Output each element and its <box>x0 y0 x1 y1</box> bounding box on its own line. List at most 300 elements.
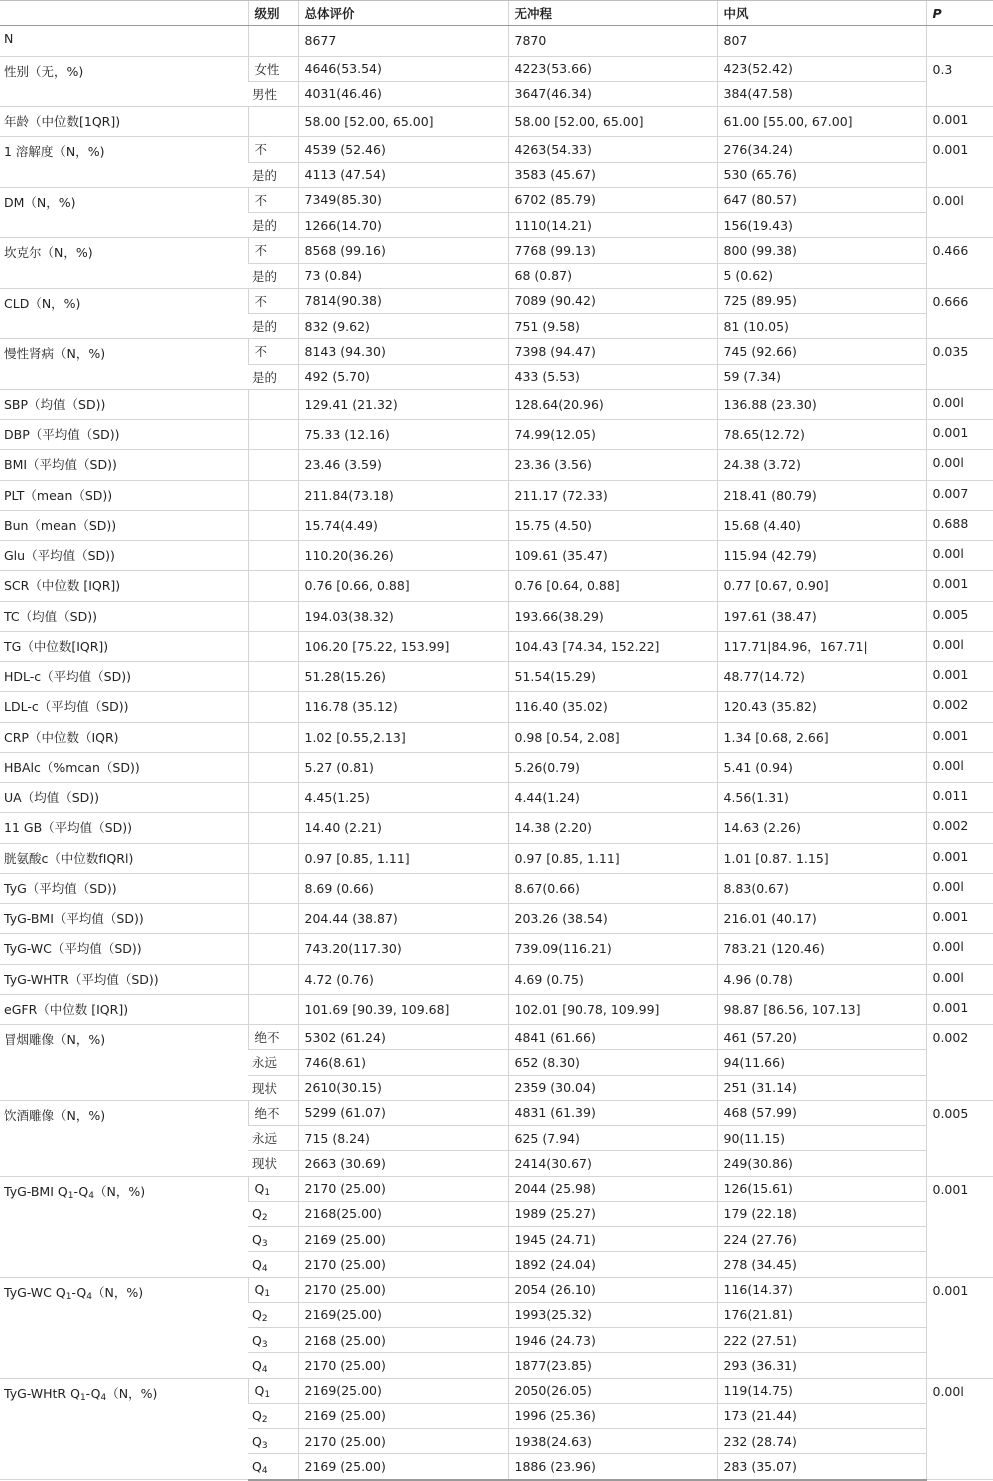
level-cell <box>248 631 298 661</box>
variable-cell: HDL-c（平均值（SD)) <box>0 662 248 692</box>
overall-cell: 5.27 (0.81) <box>298 752 508 782</box>
stroke-cell: 293 (36.31) <box>717 1353 926 1378</box>
level-cell <box>248 722 298 752</box>
overall-cell: 129.41 (21.32) <box>298 389 508 419</box>
p-value-cell: 0.001 <box>926 904 993 934</box>
p-value-cell: 0.005 <box>926 1100 993 1176</box>
table-row <box>0 26 993 56</box>
p-value-cell: 0.00l <box>926 187 993 238</box>
stroke-cell: 116(14.37) <box>717 1277 926 1302</box>
no-stroke-cell: 0.76 [0.64, 0.88] <box>508 571 717 601</box>
stroke-cell: 1.34 [0.68, 2.66] <box>717 722 926 752</box>
level-cell: 永远 <box>248 1050 298 1075</box>
variable-cell: 慢性肾病（N，%) <box>0 339 248 390</box>
stroke-cell: 384(47.58) <box>717 81 926 106</box>
stroke-cell: 61.00 [55.00, 67.00] <box>717 107 926 137</box>
table-row <box>0 662 993 692</box>
variable-cell: BMI（平均值（SD)) <box>0 450 248 480</box>
variable-cell: TyG（平均值（SD)) <box>0 873 248 903</box>
table-row <box>0 238 993 263</box>
overall-cell: 204.44 (38.87) <box>298 904 508 934</box>
level-cell: 是的 <box>248 213 298 238</box>
p-value-cell: 0.00l <box>926 752 993 782</box>
no-stroke-cell: 104.43 [74.34, 152.22] <box>508 631 717 661</box>
no-stroke-cell: 7768 (99.13) <box>508 238 717 263</box>
stroke-cell: 647 (80.57) <box>717 187 926 212</box>
variable-cell: eGFR（中位数 [IQR]) <box>0 994 248 1024</box>
variable-cell: 饮酒雕像（N，%) <box>0 1100 248 1176</box>
overall-cell: 8568 (99.16) <box>298 238 508 263</box>
p-value-cell: 0.001 <box>926 843 993 873</box>
overall-cell: 2610(30.15) <box>298 1075 508 1100</box>
level-cell: 是的 <box>248 263 298 288</box>
table-header-row <box>0 1 993 26</box>
variable-cell: 11 GB（平均值（SD)) <box>0 813 248 843</box>
table-row <box>0 722 993 752</box>
overall-cell: 2168 (25.00) <box>298 1328 508 1353</box>
no-stroke-cell: 4831 (61.39) <box>508 1100 717 1125</box>
no-stroke-cell: 652 (8.30) <box>508 1050 717 1075</box>
p-value-cell: 0.00l <box>926 964 993 994</box>
variable-cell: Glu（平均值（SD)) <box>0 541 248 571</box>
level-cell <box>248 843 298 873</box>
no-stroke-cell: 7870 <box>508 26 717 56</box>
stroke-cell: 218.41 (80.79) <box>717 480 926 510</box>
no-stroke-cell: 4263(54.33) <box>508 137 717 162</box>
no-stroke-cell: 7398 (94.47) <box>508 339 717 364</box>
level-cell <box>248 934 298 964</box>
no-stroke-cell: 2414(30.67) <box>508 1151 717 1176</box>
p-value-cell: 0.466 <box>926 238 993 289</box>
variable-cell: CLD（N，%) <box>0 288 248 339</box>
variable-cell: SCR（中位数 [IQR]) <box>0 571 248 601</box>
stroke-cell: 14.63 (2.26) <box>717 813 926 843</box>
level-cell <box>248 964 298 994</box>
no-stroke-cell: 211.17 (72.33) <box>508 480 717 510</box>
stroke-cell: 783.21 (120.46) <box>717 934 926 964</box>
table-row <box>0 964 993 994</box>
p-value-cell: 0.00l <box>926 631 993 661</box>
overall-cell: 23.46 (3.59) <box>298 450 508 480</box>
level-cell <box>248 662 298 692</box>
p-value-cell: 0.00l <box>926 873 993 903</box>
overall-cell: 8677 <box>298 26 508 56</box>
stroke-cell: 276(34.24) <box>717 137 926 162</box>
stroke-cell: 115.94 (42.79) <box>717 541 926 571</box>
no-stroke-cell: 102.01 [90.78, 109.99] <box>508 994 717 1024</box>
variable-cell: LDL-c（平均值（SD)) <box>0 692 248 722</box>
stroke-cell: 24.38 (3.72) <box>717 450 926 480</box>
no-stroke-cell: 116.40 (35.02) <box>508 692 717 722</box>
variable-cell: UA（均值（SD)) <box>0 783 248 813</box>
stroke-cell: 136.88 (23.30) <box>717 389 926 419</box>
overall-cell: 110.20(36.26) <box>298 541 508 571</box>
level-cell: $Q_1$ <box>248 1277 298 1302</box>
level-cell <box>248 813 298 843</box>
p-value-cell <box>926 26 993 56</box>
no-stroke-cell: 1886 (23.96) <box>508 1454 717 1480</box>
table-row <box>0 450 993 480</box>
no-stroke-cell: 2054 (26.10) <box>508 1277 717 1302</box>
variable-cell: HBAlc（%mcan（SD)) <box>0 752 248 782</box>
p-value-cell: 0.001 <box>926 137 993 188</box>
overall-cell: 116.78 (35.12) <box>298 692 508 722</box>
stroke-cell: 278 (34.45) <box>717 1252 926 1277</box>
variable-cell: 性别（无，%) <box>0 56 248 107</box>
stroke-cell: 90(11.15) <box>717 1126 926 1151</box>
level-cell: $Q_2$ <box>248 1403 298 1428</box>
no-stroke-cell: 739.09(116.21) <box>508 934 717 964</box>
table-row <box>0 752 993 782</box>
stroke-cell: 745 (92.66) <box>717 339 926 364</box>
no-stroke-cell: 625 (7.94) <box>508 1126 717 1151</box>
table-row <box>0 541 993 571</box>
level-cell <box>248 26 298 56</box>
stroke-cell: 126(15.61) <box>717 1176 926 1201</box>
no-stroke-cell: 4.44(1.24) <box>508 783 717 813</box>
variable-cell: DM（N，%) <box>0 187 248 238</box>
overall-cell: 4.45(1.25) <box>298 783 508 813</box>
no-stroke-cell: 3647(46.34) <box>508 81 717 106</box>
overall-cell: 4539 (52.46) <box>298 137 508 162</box>
level-cell <box>248 107 298 137</box>
no-stroke-cell: 7089 (90.42) <box>508 288 717 313</box>
overall-cell: 4113 (47.54) <box>298 162 508 187</box>
table-row <box>0 1277 993 1302</box>
stroke-cell: 423(52.42) <box>717 56 926 81</box>
header-level: 级别 <box>248 1 298 26</box>
overall-cell: 15.74(4.49) <box>298 510 508 540</box>
no-stroke-cell: 751 (9.58) <box>508 314 717 339</box>
level-cell: 女性 <box>248 56 298 81</box>
stroke-cell: 59 (7.34) <box>717 364 926 389</box>
level-cell: $Q_3$ <box>248 1328 298 1353</box>
overall-cell: 2168(25.00) <box>298 1201 508 1226</box>
header-overall: 总体评价 <box>298 1 508 26</box>
stroke-cell: 530 (65.76) <box>717 162 926 187</box>
no-stroke-cell: 1996 (25.36) <box>508 1403 717 1428</box>
level-cell: 不 <box>248 238 298 263</box>
level-cell <box>248 510 298 540</box>
stroke-cell: 216.01 (40.17) <box>717 904 926 934</box>
level-cell: $Q_4$ <box>248 1454 298 1480</box>
stroke-cell: 15.68 (4.40) <box>717 510 926 540</box>
level-cell: 现状 <box>248 1151 298 1176</box>
p-value-cell: 0.00l <box>926 1378 993 1480</box>
header-stroke: 中风 <box>717 1 926 26</box>
variable-cell: 年龄（中位数[1QR]) <box>0 107 248 137</box>
overall-cell: 2169 (25.00) <box>298 1454 508 1480</box>
overall-cell: 2169(25.00) <box>298 1302 508 1327</box>
level-cell <box>248 450 298 480</box>
overall-cell: 7349(85.30) <box>298 187 508 212</box>
variable-cell: 1 溶解度（N，%) <box>0 137 248 188</box>
level-cell: 不 <box>248 339 298 364</box>
variable-cell: 冒烟雕像（N，%) <box>0 1025 248 1101</box>
no-stroke-cell: 1946 (24.73) <box>508 1328 717 1353</box>
table-row <box>0 1176 993 1201</box>
p-value-cell: 0.007 <box>926 480 993 510</box>
overall-cell: 5302 (61.24) <box>298 1025 508 1050</box>
stroke-cell: 283 (35.07) <box>717 1454 926 1480</box>
overall-cell: 715 (8.24) <box>298 1126 508 1151</box>
stroke-cell: 800 (99.38) <box>717 238 926 263</box>
stroke-cell: 48.77(14.72) <box>717 662 926 692</box>
p-value-cell: 0.00l <box>926 389 993 419</box>
p-value-cell: 0.00l <box>926 541 993 571</box>
overall-cell: 492 (5.70) <box>298 364 508 389</box>
table-body <box>0 26 993 1480</box>
p-value-cell: 0.002 <box>926 692 993 722</box>
table-row <box>0 904 993 934</box>
no-stroke-cell: 1993(25.32) <box>508 1302 717 1327</box>
no-stroke-cell: 1892 (24.04) <box>508 1252 717 1277</box>
p-value-cell: 0.002 <box>926 813 993 843</box>
overall-cell: 8.69 (0.66) <box>298 873 508 903</box>
overall-cell: 4.72 (0.76) <box>298 964 508 994</box>
overall-cell: 101.69 [90.39, 109.68] <box>298 994 508 1024</box>
stroke-cell: 224 (27.76) <box>717 1227 926 1252</box>
stroke-cell: 251 (31.14) <box>717 1075 926 1100</box>
no-stroke-cell: 5.26(0.79) <box>508 752 717 782</box>
variable-cell: TyG-BMI $Q_1-Q_4(N$，%) <box>0 1176 248 1277</box>
level-cell: 不 <box>248 288 298 313</box>
level-cell: 是的 <box>248 314 298 339</box>
overall-cell: 2169(25.00) <box>298 1378 508 1403</box>
level-cell: 男性 <box>248 81 298 106</box>
no-stroke-cell: 0.98 [0.54, 2.08] <box>508 722 717 752</box>
no-stroke-cell: 1989 (25.27) <box>508 1201 717 1226</box>
table-row <box>0 480 993 510</box>
stroke-cell: 94(11.66) <box>717 1050 926 1075</box>
stroke-cell: 4.96 (0.78) <box>717 964 926 994</box>
header-variable <box>0 1 248 26</box>
no-stroke-cell: 1877(23.85) <box>508 1353 717 1378</box>
p-value-cell: 0.005 <box>926 601 993 631</box>
no-stroke-cell: 58.00 [52.00, 65.00] <box>508 107 717 137</box>
stroke-cell: 249(30.86) <box>717 1151 926 1176</box>
no-stroke-cell: 0.97 [0.85, 1.11] <box>508 843 717 873</box>
header-p-value: P <box>926 1 993 26</box>
no-stroke-cell: 51.54(15.29) <box>508 662 717 692</box>
no-stroke-cell: 4841 (61.66) <box>508 1025 717 1050</box>
overall-cell: 194.03(38.32) <box>298 601 508 631</box>
level-cell <box>248 541 298 571</box>
level-cell: $Q_3$ <box>248 1227 298 1252</box>
variable-cell: TyG-WC（平均值（SD)) <box>0 934 248 964</box>
overall-cell: 14.40 (2.21) <box>298 813 508 843</box>
stroke-cell: 725 (89.95) <box>717 288 926 313</box>
overall-cell: 743.20(117.30) <box>298 934 508 964</box>
table-row <box>0 571 993 601</box>
table-row <box>0 420 993 450</box>
variable-cell: TyG-WC $Q_1-Q_4(N$，%) <box>0 1277 248 1378</box>
variable-cell: TG（中位数[IQR]) <box>0 631 248 661</box>
variable-cell: N <box>0 26 248 56</box>
variable-cell: CRP（中位数（IQR) <box>0 722 248 752</box>
level-cell <box>248 752 298 782</box>
level-cell <box>248 692 298 722</box>
overall-cell: 832 (9.62) <box>298 314 508 339</box>
table-row <box>0 843 993 873</box>
level-cell <box>248 601 298 631</box>
overall-cell: 1.02 [0.55,2.13] <box>298 722 508 752</box>
p-value-cell: 0.001 <box>926 107 993 137</box>
level-cell: 现状 <box>248 1075 298 1100</box>
no-stroke-cell: 1110(14.21) <box>508 213 717 238</box>
overall-cell: 5299 (61.07) <box>298 1100 508 1125</box>
stroke-cell: 78.65(12.72) <box>717 420 926 450</box>
no-stroke-cell: 74.99(12.05) <box>508 420 717 450</box>
level-cell <box>248 571 298 601</box>
table-row <box>0 934 993 964</box>
overall-cell: 1266(14.70) <box>298 213 508 238</box>
no-stroke-cell: 6702 (85.79) <box>508 187 717 212</box>
variable-cell: TyG-BMI（平均值（SD)) <box>0 904 248 934</box>
p-value-cell: 0.688 <box>926 510 993 540</box>
no-stroke-cell: 433 (5.53) <box>508 364 717 389</box>
table-row <box>0 994 993 1024</box>
no-stroke-cell: 2044 (25.98) <box>508 1176 717 1201</box>
level-cell: 不 <box>248 137 298 162</box>
level-cell <box>248 783 298 813</box>
stroke-cell: 176(21.81) <box>717 1302 926 1327</box>
table-row <box>0 1100 993 1125</box>
stroke-cell: 197.61 (38.47) <box>717 601 926 631</box>
variable-cell: DBP（平均值（SD)) <box>0 420 248 450</box>
variable-cell: 胱氨酸c（中位数fIQRl) <box>0 843 248 873</box>
no-stroke-cell: 68 (0.87) <box>508 263 717 288</box>
level-cell <box>248 480 298 510</box>
variable-cell: 坎克尔（N，%) <box>0 238 248 289</box>
table-row <box>0 1025 993 1050</box>
overall-cell: 2170 (25.00) <box>298 1429 508 1454</box>
no-stroke-cell: 4.69 (0.75) <box>508 964 717 994</box>
stroke-cell: 117.71|84.96，167.71| <box>717 631 926 661</box>
level-cell: 是的 <box>248 364 298 389</box>
stroke-cell: 461 (57.20) <box>717 1025 926 1050</box>
p-value-cell: 0.001 <box>926 571 993 601</box>
header-no-stroke: 无冲程 <box>508 1 717 26</box>
no-stroke-cell: 1945 (24.71) <box>508 1227 717 1252</box>
level-cell: 不 <box>248 187 298 212</box>
level-cell: 绝不 <box>248 1100 298 1125</box>
table-row <box>0 389 993 419</box>
no-stroke-cell: 2050(26.05) <box>508 1378 717 1403</box>
overall-cell: 2170 (25.00) <box>298 1277 508 1302</box>
overall-cell: 0.97 [0.85, 1.11] <box>298 843 508 873</box>
overall-cell: 2663 (30.69) <box>298 1151 508 1176</box>
level-cell: $Q_2$ <box>248 1302 298 1327</box>
no-stroke-cell: 15.75 (4.50) <box>508 510 717 540</box>
overall-cell: 75.33 (12.16) <box>298 420 508 450</box>
stroke-cell: 5.41 (0.94) <box>717 752 926 782</box>
no-stroke-cell: 14.38 (2.20) <box>508 813 717 843</box>
overall-cell: 2169 (25.00) <box>298 1403 508 1428</box>
table-row <box>0 692 993 722</box>
table-row <box>0 813 993 843</box>
level-cell: $Q_4$ <box>248 1353 298 1378</box>
table-row <box>0 107 993 137</box>
stroke-cell: 5 (0.62) <box>717 263 926 288</box>
overall-cell: 4646(53.54) <box>298 56 508 81</box>
no-stroke-cell: 203.26 (38.54) <box>508 904 717 934</box>
table-row <box>0 1378 993 1403</box>
variable-cell: Bun（mean（SD)) <box>0 510 248 540</box>
p-value-cell: 0.666 <box>926 288 993 339</box>
overall-cell: 51.28(15.26) <box>298 662 508 692</box>
level-cell <box>248 904 298 934</box>
overall-cell: 0.76 [0.66, 0.88] <box>298 571 508 601</box>
p-value-cell: 0.001 <box>926 994 993 1024</box>
p-value-cell: 0.00l <box>926 934 993 964</box>
level-cell: $Q_1$ <box>248 1176 298 1201</box>
no-stroke-cell: 3583 (45.67) <box>508 162 717 187</box>
level-cell: $Q_3$ <box>248 1429 298 1454</box>
variable-cell: SBP（均值（SD)) <box>0 389 248 419</box>
no-stroke-cell: 193.66(38.29) <box>508 601 717 631</box>
overall-cell: 58.00 [52.00, 65.00] <box>298 107 508 137</box>
overall-cell: 2170 (25.00) <box>298 1252 508 1277</box>
level-cell: $Q_1$ <box>248 1378 298 1403</box>
table-row <box>0 137 993 162</box>
no-stroke-cell: 1938(24.63) <box>508 1429 717 1454</box>
variable-cell: TC（均值（SD)) <box>0 601 248 631</box>
overall-cell: 2170 (25.00) <box>298 1176 508 1201</box>
level-cell <box>248 994 298 1024</box>
p-value-cell: 0.001 <box>926 1277 993 1378</box>
variable-cell: TyG-WHtR $Q_1-Q_4(N$，%) <box>0 1378 248 1480</box>
overall-cell: 4031(46.46) <box>298 81 508 106</box>
p-value-cell: 0.001 <box>926 420 993 450</box>
stroke-cell: 4.56(1.31) <box>717 783 926 813</box>
overall-cell: 73 (0.84) <box>298 263 508 288</box>
stroke-cell: 1.01 [0.87. 1.15] <box>717 843 926 873</box>
level-cell <box>248 389 298 419</box>
p-value-cell: 0.001 <box>926 1176 993 1277</box>
no-stroke-cell: 2359 (30.04) <box>508 1075 717 1100</box>
overall-cell: 2169 (25.00) <box>298 1227 508 1252</box>
level-cell: $Q_4$ <box>248 1252 298 1277</box>
level-cell: $Q_2$ <box>248 1201 298 1226</box>
overall-cell: 8143 (94.30) <box>298 339 508 364</box>
variable-cell: TyG-WHTR（平均值（SD)) <box>0 964 248 994</box>
no-stroke-cell: 109.61 (35.47) <box>508 541 717 571</box>
level-cell: 永远 <box>248 1126 298 1151</box>
no-stroke-cell: 128.64(20.96) <box>508 389 717 419</box>
p-value-cell: 0.011 <box>926 783 993 813</box>
variable-cell: PLT（mean（SD)) <box>0 480 248 510</box>
overall-cell: 106.20 [75.22, 153.99] <box>298 631 508 661</box>
table-row <box>0 783 993 813</box>
overall-cell: 2170 (25.00) <box>298 1353 508 1378</box>
p-value-cell: 0.00l <box>926 450 993 480</box>
no-stroke-cell: 23.36 (3.56) <box>508 450 717 480</box>
stroke-cell: 0.77 [0.67, 0.90] <box>717 571 926 601</box>
stroke-cell: 81 (10.05) <box>717 314 926 339</box>
overall-cell: 211.84(73.18) <box>298 480 508 510</box>
stroke-cell: 468 (57.99) <box>717 1100 926 1125</box>
p-value-cell: 0.001 <box>926 662 993 692</box>
stroke-cell: 120.43 (35.82) <box>717 692 926 722</box>
no-stroke-cell: 4223(53.66) <box>508 56 717 81</box>
table-row <box>0 187 993 212</box>
table-row <box>0 631 993 661</box>
table-row <box>0 339 993 364</box>
stroke-cell: 807 <box>717 26 926 56</box>
stroke-cell: 232 (28.74) <box>717 1429 926 1454</box>
table-row <box>0 510 993 540</box>
